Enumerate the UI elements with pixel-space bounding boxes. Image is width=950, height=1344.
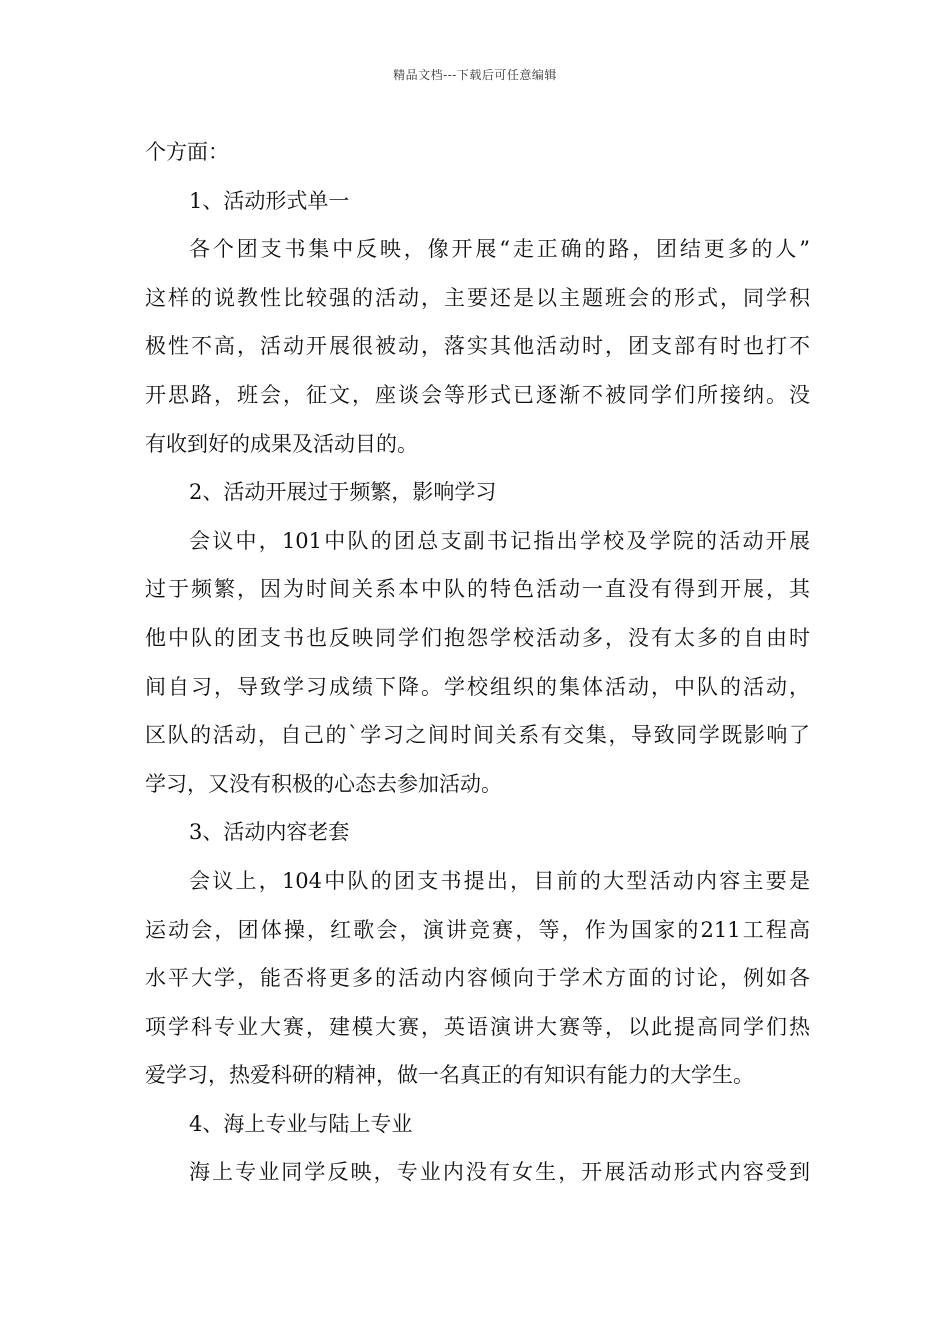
paragraph-line: 他中队的团支书也反映同学们抱怨学校活动多，没有太多的自由时: [145, 625, 810, 650]
paragraph-line: 这样的说教性比较强的活动，主要还是以主题班会的形式，同学积: [145, 285, 810, 310]
section-heading-4: 4、海上专业与陆上专业: [189, 1111, 413, 1136]
paragraph-line: 海上专业同学反映，专业内没有女生，开展活动形式内容受到: [189, 1160, 810, 1185]
paragraph-line: 有收到好的成果及活动目的。: [145, 431, 418, 456]
section-heading-1: 1、活动形式单一: [189, 188, 350, 213]
paragraph-line: 区队的活动，自己的`学习之间时间关系有交集，导致同学既影响了: [145, 723, 810, 748]
paragraph-line: 会议上，104中队的团支书提出，目前的大型活动内容主要是: [189, 868, 810, 893]
paragraph-line: 学习，又没有积极的心态去参加活动。: [145, 771, 502, 796]
paragraph-line: 各个团支书集中反映，像开展“走正确的路，团结更多的人”: [189, 237, 810, 262]
page-header: 精品文档---下载后可任意编辑: [393, 68, 557, 82]
section-heading-3: 3、活动内容老套: [189, 820, 350, 845]
paragraph-line: 过于频繁，因为时间关系本中队的特色活动一直没有得到开展，其: [145, 577, 810, 602]
paragraph-line: 会议中，101中队的团总支副书记指出学校及学院的活动开展: [189, 528, 810, 553]
paragraph-line: 爱学习，热爱科研的精神，做一名真正的有知识有能力的大学生。: [145, 1063, 754, 1088]
paragraph-line: 项学科专业大赛，建模大赛，英语演讲大赛等，以此提高同学们热: [145, 1014, 810, 1039]
paragraph-line: 运动会，团体操，红歌会，演讲竞赛，等，作为国家的211工程高: [145, 917, 810, 942]
paragraph-line: 开思路，班会，征文，座谈会等形式已逐渐不被同学们所接纳。没: [145, 382, 810, 407]
text-line: 个方面：: [145, 140, 229, 164]
paragraph-line: 间自习，导致学习成绩下降。学校组织的集体活动，中队的活动，: [145, 674, 810, 699]
document-body: [145, 128, 810, 1197]
paragraph-line: 极性不高，活动开展很被动，落实其他活动时，团支部有时也打不: [145, 334, 810, 359]
paragraph-line: 水平大学，能否将更多的活动内容倾向于学术方面的讨论，例如各: [145, 966, 810, 991]
section-heading-2: 2、活动开展过于频繁，影响学习: [189, 480, 497, 505]
